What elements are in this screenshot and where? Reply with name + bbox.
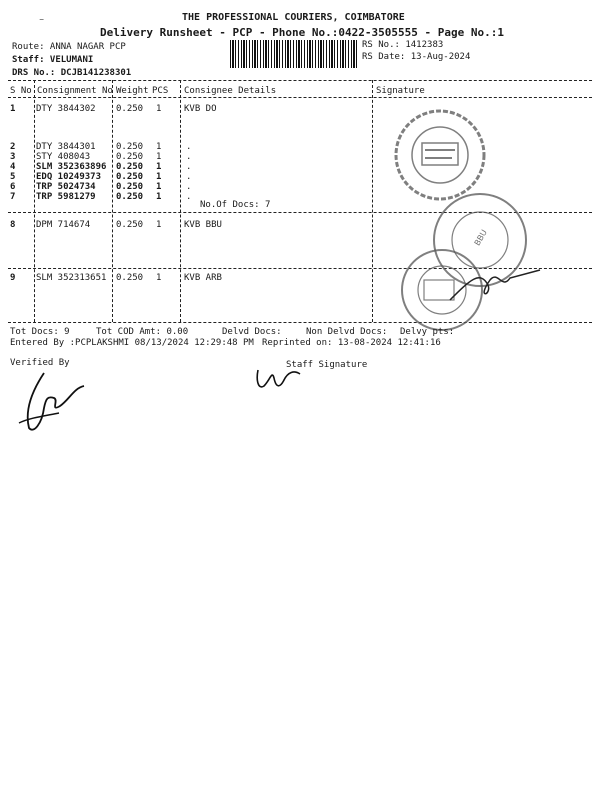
table-row-consignee: KVB ARB bbox=[184, 273, 222, 283]
table-row-consignee: . bbox=[186, 162, 192, 172]
delivery-points: Delvy pts: bbox=[400, 327, 455, 337]
stamp-3 bbox=[402, 250, 482, 330]
table-row-pcs: 1 bbox=[156, 142, 162, 152]
rule-header-bottom bbox=[8, 97, 592, 98]
table-row-consignment: SLM 352363896 bbox=[36, 162, 107, 172]
table-row-consignee: KVB DO bbox=[184, 104, 217, 114]
group-doc-count: No.Of Docs: 7 bbox=[200, 200, 271, 210]
staff-label: Staff: VELUMANI bbox=[12, 55, 94, 65]
col-rule-3 bbox=[180, 80, 181, 322]
drs-number: DRS No.: DCJB141238301 bbox=[12, 68, 132, 78]
table-row-pcs: 1 bbox=[156, 152, 162, 162]
table-row-weight: 0.250 bbox=[116, 192, 144, 202]
staff-signature bbox=[250, 360, 340, 396]
table-row-consignee: . bbox=[186, 172, 192, 182]
table-row-consignee: KVB BBU bbox=[184, 220, 222, 230]
table-row-sno: 5 bbox=[10, 172, 16, 182]
table-row-consignee: . bbox=[186, 142, 192, 152]
table-row-sno: 1 bbox=[10, 104, 16, 114]
table-row-consignment: DPM 714674 bbox=[36, 220, 91, 230]
table-row-weight: 0.250 bbox=[116, 220, 144, 230]
rule-top bbox=[8, 80, 592, 81]
total-docs: Tot Docs: 9 bbox=[10, 327, 70, 337]
col-header-weight: Weight bbox=[116, 86, 149, 96]
table-row-consignment: STY 408043 bbox=[36, 152, 91, 162]
col-header-pcs: PCS bbox=[152, 86, 169, 96]
printer-mark: ⁻ bbox=[38, 14, 46, 28]
table-row-consignee: . bbox=[186, 152, 192, 162]
non-delivered-docs: Non Delvd Docs: bbox=[306, 327, 388, 337]
table-row-consignment: SLM 352313651 bbox=[36, 273, 107, 283]
table-row-pcs: 1 bbox=[156, 182, 162, 192]
table-row-sno: 4 bbox=[10, 162, 16, 172]
document-subtitle: Delivery Runsheet - PCP - Phone No.:0422-3505555 - Page No.:1 bbox=[100, 26, 504, 39]
reprinted-on: Reprinted on: 13-08-2024 12:41:16 bbox=[262, 338, 441, 348]
table-row-sno: 3 bbox=[10, 152, 16, 162]
table-row-consignment: DTY 3844301 bbox=[36, 142, 96, 152]
table-row-sno: 6 bbox=[10, 182, 16, 192]
route-label: Route: ANNA NAGAR PCP bbox=[12, 42, 126, 52]
table-row-weight: 0.250 bbox=[116, 162, 144, 172]
table-row-sno: 8 bbox=[10, 220, 16, 230]
table-row-consignee: . bbox=[186, 182, 192, 192]
table-row-sno: 7 bbox=[10, 192, 16, 202]
table-row-pcs: 1 bbox=[156, 220, 162, 230]
stamp-2 bbox=[434, 194, 526, 286]
verified-by-label: Verified By bbox=[10, 358, 70, 368]
total-cod-amount: Tot COD Amt: 0.00 bbox=[96, 327, 189, 337]
table-row-pcs: 1 bbox=[156, 273, 162, 283]
stamp-1 bbox=[396, 111, 484, 199]
rs-date: RS Date: 13-Aug-2024 bbox=[362, 52, 471, 62]
table-row-consignment: TRP 5024734 bbox=[36, 182, 96, 192]
col-rule-1 bbox=[34, 80, 35, 322]
table-row-consignment: DTY 3844302 bbox=[36, 104, 96, 114]
entered-by: Entered By :PCPLAKSHMI 08/13/2024 12:29:48 PM bbox=[10, 338, 254, 348]
table-row-weight: 0.250 bbox=[116, 142, 144, 152]
table-row-sno: 2 bbox=[10, 142, 16, 152]
table-row-pcs: 1 bbox=[156, 162, 162, 172]
table-row-weight: 0.250 bbox=[116, 152, 144, 162]
col-header-signature: Signature bbox=[376, 86, 425, 96]
table-row-consignee: . bbox=[186, 192, 192, 202]
table-row-consignment: EDQ 10249373 bbox=[36, 172, 102, 182]
table-row-sno: 9 bbox=[10, 273, 16, 283]
col-header-consignment: Consignment No bbox=[37, 86, 113, 96]
col-rule-4 bbox=[372, 80, 373, 322]
staff-signature-label: Staff Signature bbox=[286, 360, 368, 370]
table-row-weight: 0.250 bbox=[116, 172, 144, 182]
document-title: THE PROFESSIONAL COURIERS, COIMBATORE bbox=[182, 12, 405, 23]
col-rule-2 bbox=[112, 80, 113, 322]
table-row-pcs: 1 bbox=[156, 172, 162, 182]
verifier-signature bbox=[14, 368, 94, 438]
svg-text:BBU: BBU bbox=[472, 228, 489, 248]
table-row-weight: 0.250 bbox=[116, 273, 144, 283]
table-row-pcs: 1 bbox=[156, 192, 162, 202]
table-row-pcs: 1 bbox=[156, 104, 162, 114]
col-header-consignee: Consignee Details bbox=[184, 86, 277, 96]
col-header-sno: S No bbox=[10, 86, 32, 96]
rs-number: RS No.: 1412383 bbox=[362, 40, 444, 50]
table-row-weight: 0.250 bbox=[116, 104, 144, 114]
recipient-signature bbox=[450, 270, 540, 300]
delivered-docs: Delvd Docs: bbox=[222, 327, 282, 337]
barcode bbox=[230, 40, 358, 68]
table-row-consignment: TRP 5981279 bbox=[36, 192, 96, 202]
bank-stamps bbox=[380, 100, 595, 340]
table-row-weight: 0.250 bbox=[116, 182, 144, 192]
